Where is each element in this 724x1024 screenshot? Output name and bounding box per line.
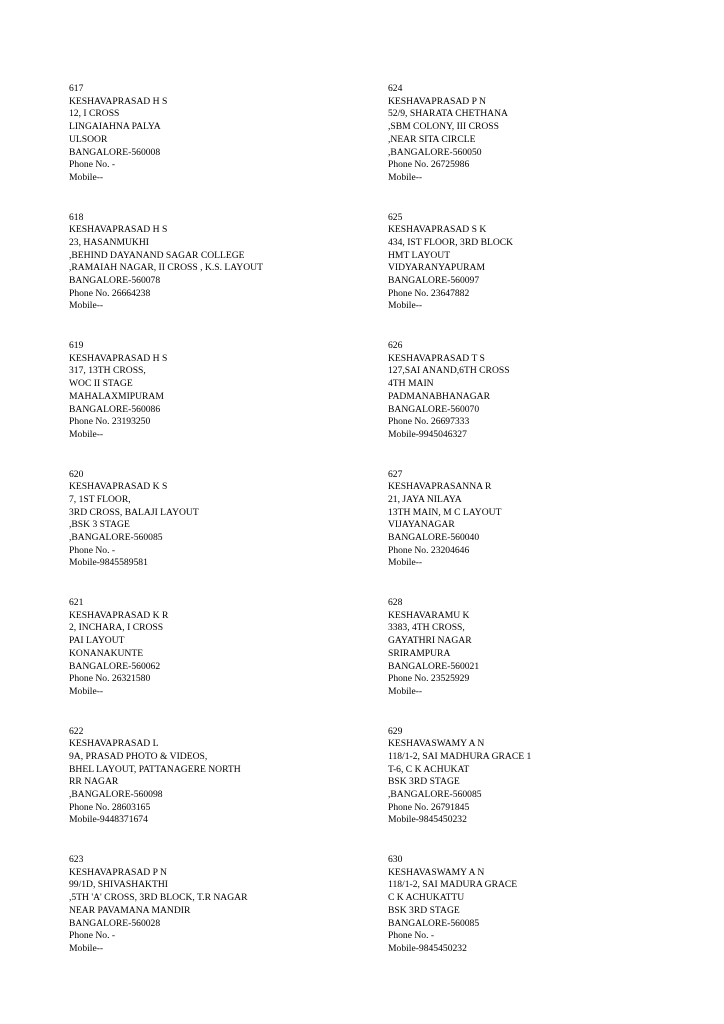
phone-number: Phone No. 26664238	[69, 287, 151, 299]
phone-number: Phone No. -	[69, 930, 116, 942]
address-line: MAHALAXMIPURAM	[69, 390, 164, 402]
address-line: BANGALORE-560008	[69, 146, 161, 158]
phone-number: Phone No. 23193250	[69, 416, 151, 428]
listing-entry	[69, 83, 369, 212]
address-line: BANGALORE-560021	[388, 660, 480, 672]
address-line: BHEL LAYOUT, PATTANAGERE NORTH	[69, 763, 241, 775]
entry-name: KESHAVAPRASAD H S	[69, 352, 168, 364]
address-line: HMT LAYOUT	[388, 249, 451, 261]
address-line: ,BSK 3 STAGE	[69, 519, 130, 531]
address-line: ,BANGALORE-560085	[388, 789, 482, 801]
mobile-number: Mobile--	[69, 942, 104, 954]
address-line: 99/1D, SHIVASHAKTHI	[69, 879, 168, 891]
address-line: 118/1-2, SAI MADHURA GRACE 1	[388, 750, 532, 762]
listing-entry	[388, 469, 688, 598]
address-line: 23, HASANMUKHI	[69, 236, 149, 248]
address-line: KONANAKUNTE	[69, 647, 144, 659]
listing-entry	[69, 597, 369, 726]
address-line: VIDYARANYAPURAM	[388, 262, 486, 274]
address-line: T-6, C K ACHUKAT	[388, 763, 470, 775]
right-column	[388, 83, 688, 983]
address-line: 434, IST FLOOR, 3RD BLOCK	[388, 236, 514, 248]
entry-number: 626	[388, 340, 403, 351]
address-line: C K ACHUKATTU	[388, 892, 465, 904]
phone-number: Phone No. 23204646	[388, 544, 470, 556]
entry-name: KESHAVAPRASAD H S	[69, 95, 168, 107]
listing-entry	[69, 469, 369, 598]
address-line: WOC II STAGE	[69, 378, 133, 390]
listing-entry	[388, 340, 688, 469]
entry-name: KESHAVAPRASANNA R	[388, 481, 492, 493]
listing-entry	[388, 854, 688, 983]
entry-number: 628	[388, 597, 403, 608]
address-line: BANGALORE-560062	[69, 660, 161, 672]
phone-number: Phone No. -	[388, 930, 435, 942]
phone-number: Phone No. 26321580	[69, 673, 151, 685]
address-line: LINGAIAHNA PALYA	[69, 121, 161, 133]
address-line: 4TH MAIN	[388, 378, 434, 390]
address-line: ULSOOR	[69, 133, 108, 145]
mobile-number: Mobile--	[69, 685, 104, 697]
address-line: BANGALORE-560086	[69, 403, 161, 415]
mobile-number: Mobile-9945046327	[388, 428, 467, 440]
phone-number: Phone No. 26725986	[388, 159, 470, 171]
address-line: NEAR PAVAMANA MANDIR	[69, 904, 191, 916]
address-line: 2, INCHARA, I CROSS	[69, 622, 164, 634]
address-line: SRIRAMPURA	[388, 647, 451, 659]
entry-number: 630	[388, 854, 403, 865]
entry-number: 618	[69, 211, 84, 223]
address-line: BSK 3RD STAGE	[388, 904, 460, 916]
listing-entry	[69, 854, 369, 983]
address-line: BANGALORE-560078	[69, 275, 161, 287]
address-line: 52/9, SHARATA CHETHANA	[388, 108, 508, 120]
address-line: 317, 13TH CROSS,	[69, 365, 146, 377]
entry-number: 624	[388, 83, 403, 94]
address-line: PADMANABHANAGAR	[388, 390, 490, 402]
mobile-number: Mobile--	[388, 171, 423, 183]
listing-entry	[388, 83, 688, 212]
address-line: 3RD CROSS, BALAJI LAYOUT	[69, 506, 199, 518]
entry-number: 629	[388, 725, 403, 737]
entry-name: KESHAVAPRASAD H S	[69, 224, 168, 236]
address-line: ,RAMAIAH NAGAR, II CROSS , K.S. LAYOUT	[69, 262, 263, 274]
listing-entry	[388, 597, 688, 726]
entry-name: KESHAVASWAMY A N	[388, 738, 485, 750]
phone-number: Phone No. 28603165	[69, 801, 151, 813]
mobile-number: Mobile--	[388, 557, 423, 569]
address-line: ,BEHIND DAYANAND SAGAR COLLEGE	[69, 249, 245, 261]
entry-name: KESHAVAPRASAD P N	[69, 866, 167, 878]
listing-entry	[69, 340, 369, 469]
listing-entry	[69, 726, 369, 855]
listing-entry	[388, 726, 688, 855]
mobile-number: Mobile--	[69, 428, 104, 440]
address-line: ,SBM COLONY, III CROSS	[388, 121, 499, 133]
address-line: BSK 3RD STAGE	[388, 776, 460, 788]
address-line: ,BANGALORE-560085	[69, 532, 163, 544]
left-column	[69, 83, 369, 983]
entry-number: 625	[388, 211, 403, 223]
entry-name: KESHAVAPRASAD L	[69, 738, 159, 750]
phone-number: Phone No. 23525929	[388, 673, 470, 685]
mobile-number: Mobile--	[388, 300, 423, 312]
mobile-number: Mobile-9845450232	[388, 942, 467, 954]
listing-entry	[69, 212, 369, 341]
phone-number: Phone No. 26791845	[388, 801, 470, 813]
address-line: 127,SAI ANAND,6TH CROSS	[388, 365, 510, 377]
phone-number: Phone No. -	[69, 544, 116, 556]
entry-name: KESHAVASWAMY A N	[388, 866, 485, 878]
entry-name: KESHAVAPRASAD S K	[388, 224, 487, 236]
mobile-number: Mobile--	[69, 171, 104, 183]
address-line: ,BANGALORE-560050	[388, 146, 482, 158]
address-line: ,NEAR SITA CIRCLE	[388, 133, 476, 145]
address-line: BANGALORE-560097	[388, 275, 480, 287]
address-line: ,BANGALORE-560098	[69, 789, 163, 801]
address-line: 118/1-2, SAI MADURA GRACE	[388, 879, 518, 891]
address-line: 7, 1ST FLOOR,	[69, 493, 131, 505]
entry-name: KESHAVAPRASAD P N	[388, 95, 486, 107]
mobile-number: Mobile-9845450232	[388, 814, 467, 826]
mobile-number: Mobile--	[388, 685, 423, 697]
address-line: 3383, 4TH CROSS,	[388, 622, 465, 634]
address-line: 12, I CROSS	[69, 108, 120, 120]
listing-entry	[388, 212, 688, 341]
address-line: PAI LAYOUT	[69, 635, 125, 647]
address-line: 9A, PRASAD PHOTO & VIDEOS,	[69, 750, 208, 762]
entry-number: 617	[69, 83, 84, 94]
entry-name: KESHAVAPRASAD T S	[388, 352, 485, 364]
address-line: BANGALORE-560040	[388, 532, 480, 544]
entry-name: KESHAVAPRASAD K S	[69, 481, 168, 493]
mobile-number: Mobile-9845589581	[69, 557, 148, 569]
entry-number: 622	[69, 725, 84, 737]
address-line: VIJAYANAGAR	[388, 519, 455, 531]
mobile-number: Mobile-9448371674	[69, 814, 148, 826]
entry-number: 623	[69, 854, 84, 865]
phone-number: Phone No. 26697333	[388, 416, 470, 428]
address-line: 13TH MAIN, M C LAYOUT	[388, 506, 502, 518]
address-line: RR NAGAR	[69, 776, 119, 788]
address-line: BANGALORE-560070	[388, 403, 480, 415]
address-line: GAYATHRI NAGAR	[388, 635, 472, 647]
entry-number: 619	[69, 340, 84, 351]
entry-name: KESHAVAPRASAD K R	[69, 609, 169, 621]
entry-number: 620	[69, 468, 84, 480]
address-line: ,5TH 'A' CROSS, 3RD BLOCK, T.R NAGAR	[69, 892, 248, 904]
entry-number: 621	[69, 597, 84, 608]
phone-number: Phone No. 23647882	[388, 287, 470, 299]
entry-number: 627	[388, 468, 403, 480]
address-line: BANGALORE-560028	[69, 917, 161, 929]
mobile-number: Mobile--	[69, 300, 104, 312]
address-line: 21, JAYA NILAYA	[388, 493, 462, 505]
entry-name: KESHAVARAMU K	[388, 609, 470, 621]
phone-number: Phone No. -	[69, 159, 116, 171]
address-line: BANGALORE-560085	[388, 917, 480, 929]
